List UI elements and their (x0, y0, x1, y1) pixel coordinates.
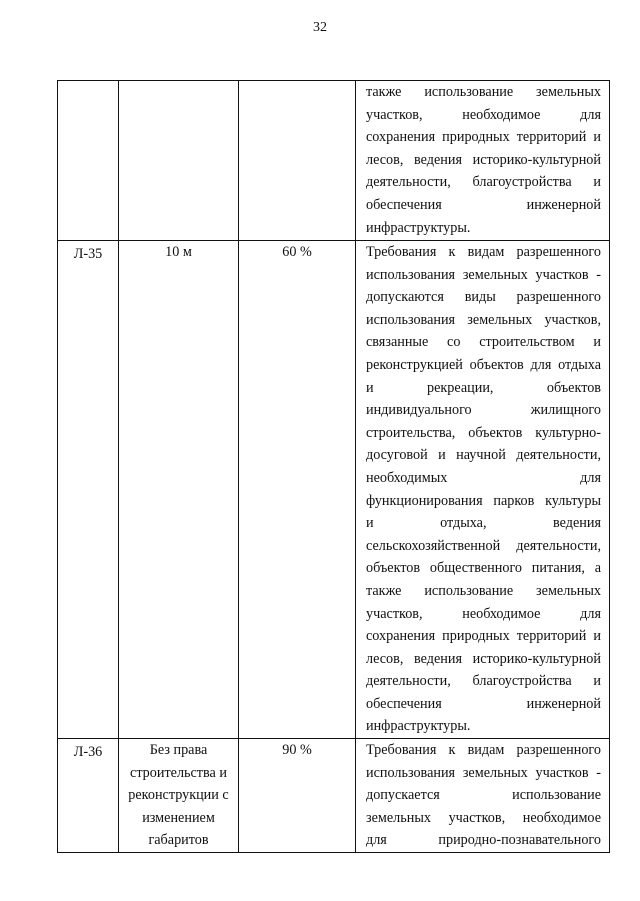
text-line: использования земельных участков - (366, 764, 601, 781)
text-line: инфраструктуры. (366, 718, 471, 735)
text-line: необходимых для (366, 469, 601, 486)
text-line: строительства и (130, 764, 227, 781)
zoning-table (57, 80, 610, 853)
text-line: связанные со строительством и (366, 334, 601, 351)
text-line: также использование земельных (366, 84, 601, 100)
text-line: объектов общественного питания, а (366, 560, 601, 577)
requirements-cell (356, 241, 610, 739)
height-limit-cell: 10 м (119, 241, 239, 739)
text-line: и отдыха, ведения (366, 515, 601, 532)
text-line: допускаются виды разрешенного (366, 289, 601, 306)
text-line: обеспечения инженерной (366, 196, 601, 213)
text-line: реконструкцией объектов для отдыха (366, 356, 601, 373)
text-line: сельскохозяйственной деятельности, (366, 537, 601, 554)
table-row (58, 241, 610, 739)
text-line: для природно-познавательного (366, 832, 601, 849)
text-line: земельных участков, необходимое (366, 809, 601, 826)
text-line: Требования к видам разрешенного (366, 244, 601, 260)
height-limit-cell (119, 81, 239, 241)
zone-code-cell: Л-35 (58, 241, 119, 739)
text-line: обеспечения инженерной (366, 695, 601, 712)
text-line: участков, необходимое для (366, 605, 601, 622)
page-number: 32 (313, 20, 327, 35)
text-line: строительства, объектов культурно- (366, 424, 601, 441)
zone-code-cell: Л-36 (58, 739, 119, 853)
requirements-cell (356, 739, 610, 853)
text-line: индивидуального жилищного (366, 402, 601, 419)
text-line: сохранения природных территорий и (366, 628, 601, 645)
text-line: и рекреации, объектов (366, 379, 601, 396)
text-line: деятельности, благоустройства и (366, 673, 601, 690)
text-line: также использование земельных (366, 582, 601, 599)
text-line: инфраструктуры. (366, 219, 471, 236)
text-line: использования земельных участков - (366, 266, 601, 283)
text-line: досуговой и научной деятельности, (366, 447, 601, 464)
percent-cell: 60 % (239, 241, 356, 739)
text-line: функционирования парков культуры (366, 492, 601, 509)
text-line: реконструкции с (128, 787, 229, 804)
text-line: Требования к видам разрешенного (366, 742, 601, 759)
text-line: изменением (142, 809, 215, 826)
text-line: лесов, ведения историко-культурной (366, 650, 601, 667)
text-line: деятельности, благоустройства и (366, 174, 601, 191)
text-line: лесов, ведения историко-культурной (366, 151, 601, 168)
percent-cell (239, 81, 356, 241)
text-line: участков, необходимое для (366, 106, 601, 123)
height-limit-cell (119, 739, 239, 853)
requirements-cell (356, 81, 610, 241)
table-row (58, 81, 610, 241)
zone-code-cell (58, 81, 119, 241)
text-line: сохранения природных территорий и (366, 129, 601, 146)
table-row (58, 739, 610, 853)
text-line: Без права (149, 742, 208, 759)
text-line: допускается использование (366, 787, 601, 804)
text-line: габаритов (148, 832, 209, 849)
percent-cell: 90 % (239, 739, 356, 853)
text-line: использования земельных участков, (366, 311, 601, 328)
